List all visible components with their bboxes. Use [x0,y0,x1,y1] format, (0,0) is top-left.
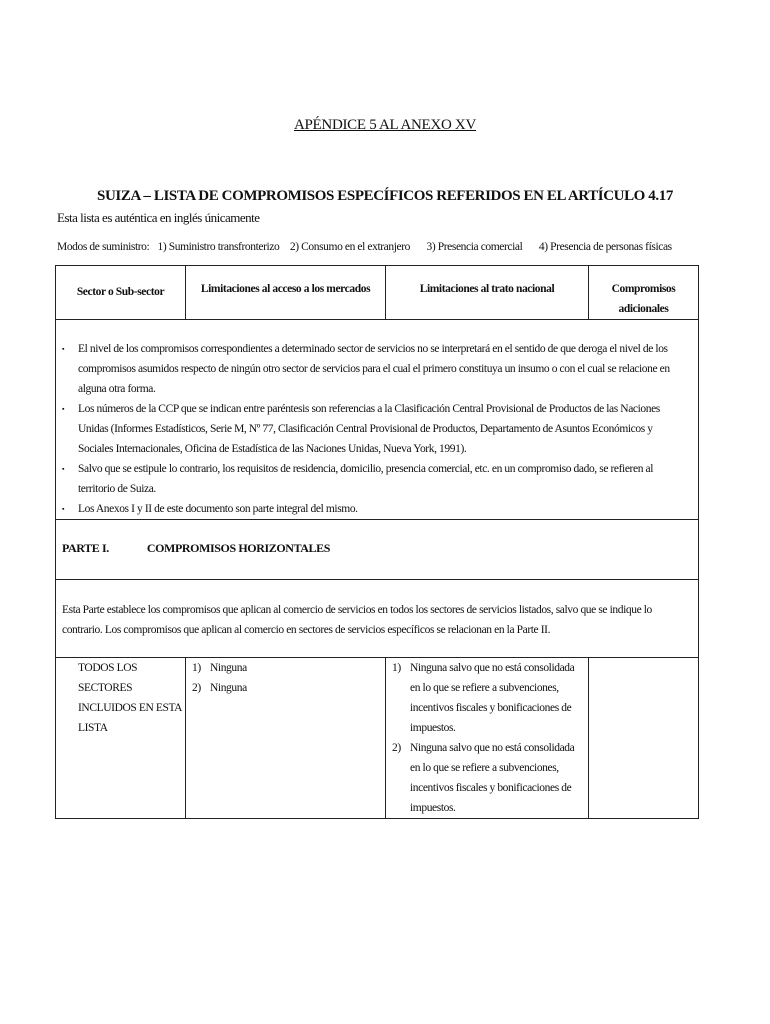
part-heading-row [56,520,699,580]
column-header-additional: Compromisos adicionales [589,266,699,320]
general-note: ▪ El nivel de los compromisos correspondientes a determinado sector de servicios no se interpretará en el sentido de que deroga el nivel de los compromisos asumidos respecto de ningún otro sector de servicios para el cual el primero constituya un insumo o con el cual se relacione en alguna otra forma. [78,339,688,399]
part-heading-cell [56,520,699,580]
part-description-row [56,580,699,658]
general-note: ▪ Los números de la CCP que se indican entre paréntesis son referencias a la Clasificación Central Provisional de Productos de las Naciones Unidas (Informes Estadísticos, Serie M, Nº 77, Clasificación Central Provisional de Productos, Departamento de Asuntos Económicos y Sociales Internacionales, Oficina de Estadística de las Naciones Unidas, Nueva York, 1991). [78,399,688,459]
general-notes-list [56,320,698,519]
part-description-cell [56,580,699,658]
national-treatment-item: 1) Ninguna salvo que no está consolidada en lo que se refiere a subvenciones, incentivos fiscales y bonificaciones de impuestos. [392,662,575,734]
general-notes-cell [56,320,699,520]
market-access-item: 1) Ninguna [192,662,247,674]
market-access-cell [186,658,386,819]
supply-mode-1: 1) Suministro transfronterizo [157,241,280,253]
appendix-title: APÉNDICE 5 AL ANEXO XV [293,117,476,133]
column-header-market-access: Limitaciones al acceso a los mercados [186,266,386,320]
commitments-table [55,265,699,819]
general-note: ▪ Los Anexos I y II de este documento son parte integral del mismo. [78,499,688,519]
supply-mode-3: 3) Presencia comercial [426,241,523,253]
table-header-row [56,266,699,320]
authenticity-note: Esta lista es auténtica en inglés únicamente [57,210,260,225]
additional-commitments-cell [589,658,699,819]
table-row [56,658,699,819]
national-treatment-cell [386,658,589,819]
general-note: ▪ Salvo que se estipule lo contrario, los requisitos de residencia, domicilio, presencia comercial, etc. en un compromiso dado, se refieren al territorio de Suiza. [78,459,688,499]
part-number: PARTE I. [62,541,109,555]
supply-mode-4: 4) Presencia de personas físicas [538,241,672,253]
general-notes-row [56,320,699,520]
part-title: COMPROMISOS HORIZONTALES [146,541,331,555]
supply-modes-label: Modos de suministro: [57,241,150,253]
supply-mode-2: 2) Consumo en el extranjero [289,241,411,253]
national-treatment-item: 2) Ninguna salvo que no está consolidada en lo que se refiere a subvenciones, incentivos fiscales y bonificaciones de impuestos. [392,742,575,814]
column-header-national-treatment: Limitaciones al trato nacional [386,266,589,320]
document-title: SUIZA – LISTA DE COMPROMISOS ESPECÍFICOS REFERIDOS EN EL ARTÍCULO 4.17 [97,188,673,204]
column-header-sector: Sector o Sub-sector [56,266,186,320]
market-access-item: 2) Ninguna [192,682,247,694]
part-description: Esta Parte establece los compromisos que aplican al comercio de servicios en todos los sectores de servicios listados, salvo que se indique lo contrario. Los compromisos que aplican al comercio en sectores de servicios específicos se relacionan en la Parte II. [62,604,652,636]
sector-cell [56,658,186,819]
supply-modes [57,241,672,253]
sector-name: TODOS LOS SECTORES INCLUIDOS EN ESTA LISTA [78,662,182,734]
